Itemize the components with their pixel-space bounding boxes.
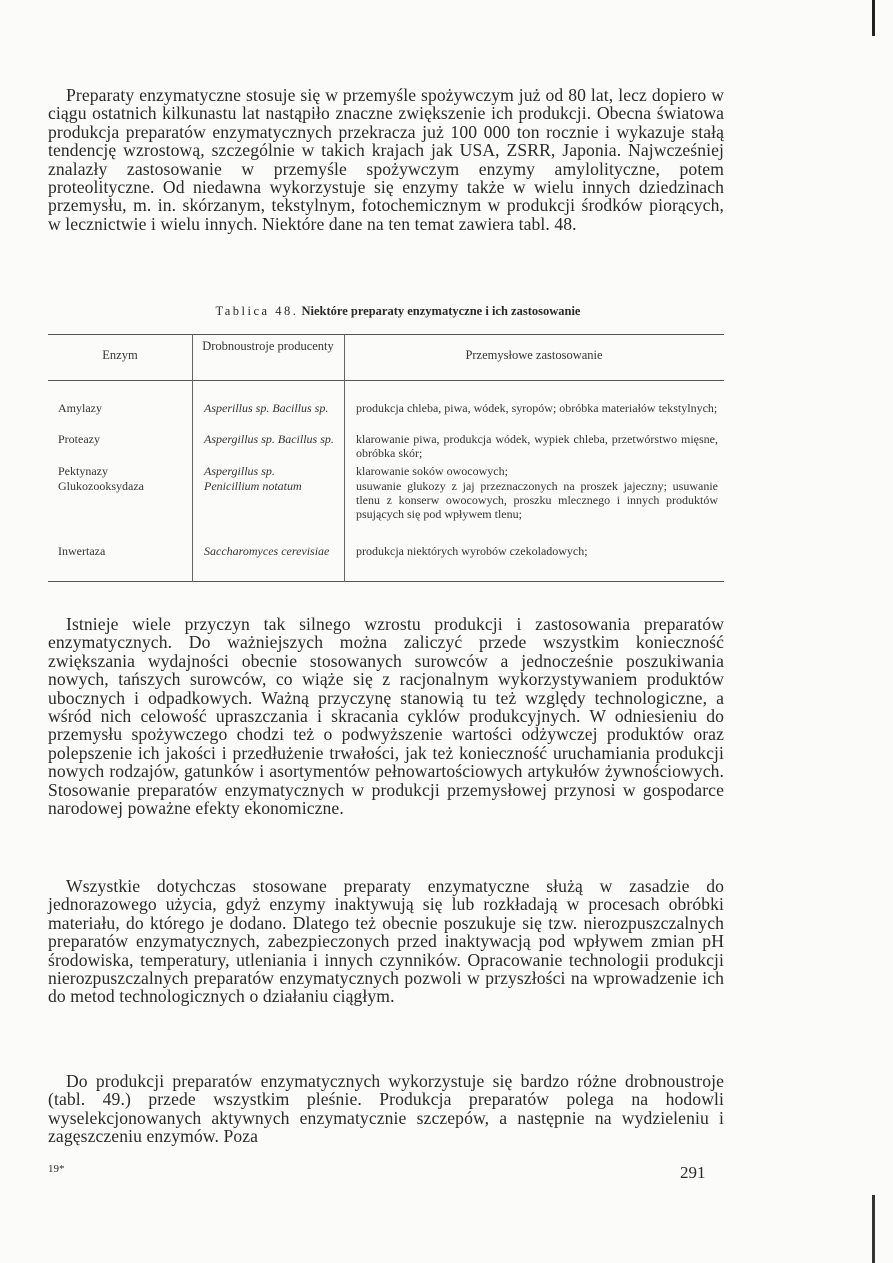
table-column-divider — [344, 334, 345, 582]
table-cell-organism: Saccharomyces cerevisiae — [204, 544, 330, 558]
table-cell-use: produkcja chleba, piwa, wódek, syropów; obróbka materiałów tekstylnych; — [356, 401, 718, 415]
table-cell-use: klarowanie soków owocowych; — [356, 464, 508, 478]
table-cell-organism: Aspergillus sp. — [204, 464, 275, 478]
table-cell-organism: Aspergillus sp. Bacillus sp. — [204, 432, 334, 446]
table-rule-bottom — [48, 581, 724, 582]
table-cell-enzym: Glukozooksydaza — [58, 479, 144, 493]
table-cell-enzym: Inwertaza — [58, 544, 106, 558]
signature-mark: 19* — [48, 1163, 65, 1175]
table-header-zastosowanie: Przemysłowe zastosowanie — [465, 348, 603, 362]
page-number: 291 — [680, 1163, 706, 1182]
table-cell-use: klarowanie piwa, produkcja wódek, wypiek chleba, przetwórstwo mięsne, obróbka skór; — [356, 432, 718, 461]
paragraph-insoluble: Wszystkie dotychczas stosowane preparaty enzymatyczne służą w zasadzie do jednorazowego użycia, gdyż enzymy inaktywują się lub rozkładają w procesach obróbki materiału, do którego je dodano. Dlatego też obecnie poszukuje się tzw. nierozpuszczalnych preparatów enzymatycznych, zabezpieczonych przed inaktywacją pod wpływem zmian pH środowiska, temperatury, utleniania i innych czynników. Opracowanie technologii produkcji nierozpuszczalnych preparatów enzymatycznych pozwoli w przyszłości na wprowadzenie ich do metod technologicznych o działaniu ciągłym. — [48, 876, 724, 1007]
table-rule-header — [48, 380, 724, 381]
scan-edge-mark-bottom — [872, 1195, 875, 1263]
table-cell-organism: Asperillus sp. Bacillus sp. — [204, 401, 329, 415]
paragraph-production: Do produkcji preparatów enzymatycznych wykorzystuje się bardzo różne drobnoustroje (tabl. 49.) przede wszystkim pleśnie. Produkcja preparatów polega na hodowli wyselekcjonowanych aktywnych enzymatycznie szczepów, a następnie na wydzieleniu i zagęszczeniu enzymów. Poza — [48, 1071, 724, 1147]
paragraph-intro: Preparaty enzymatyczne stosuje się w przemyśle spożywczym już od 80 lat, lecz dopiero w ciągu ostatnich kilkunastu lat nastąpiło znaczne zwiększenie ich produkcji. Obecna światowa produkcja preparatów enzymatycznych przekracza już 100 000 ton rocznie i wykazuje stałą tendencję wzrostową, szczególnie w takich krajach jak USA, ZSRR, Japonia. Najwcześniej znalazły zastosowanie w przemyśle spożywczym enzymy amylolityczne, potem proteolityczne. Od niedawna wykorzystuje się enzymy także w wielu innych dziedzinach przemysłu, m. in. skórzanym, tekstylnym, fotochemicznym w produkcji środków piorących, w lecznictwie i wielu innych. Niektóre dane na ten temat zawiera tabl. 48. — [48, 85, 724, 234]
table-cell-enzym: Pektynazy — [58, 464, 108, 478]
table-caption-title: Niektóre preparaty enzymatyczne i ich zastosowanie — [301, 304, 581, 318]
table-column-divider — [192, 334, 193, 582]
table-caption-prefix: Tablica 48. — [215, 304, 299, 318]
table-cell-use: usuwanie glukozy z jaj przeznaczonych na proszek jajeczny; usuwanie tlenu z konserw owocowych, proszku mlecznego i innych produktów psujących się pod wpływem tlenu; — [356, 479, 718, 522]
table-cell-use: produkcja niektórych wyrobów czekoladowych; — [356, 544, 588, 558]
scan-edge-mark — [872, 0, 875, 36]
table-header-enzym: Enzym — [102, 348, 138, 362]
table-rule-top — [48, 334, 724, 335]
table-cell-organism: Penicillium notatum — [204, 479, 302, 493]
table-caption — [60, 304, 736, 319]
table-cell-enzym: Amylazy — [58, 401, 102, 415]
table-header-drobnoustroje: Drobnoustroje producenty — [202, 339, 334, 353]
table-cell-enzym: Proteazy — [58, 432, 100, 446]
paragraph-reasons: Istnieje wiele przyczyn tak silnego wzrostu produkcji i zastosowania preparatów enzymatycznych. Do ważniejszych można zaliczyć przede wszystkim konieczność zwiększania wydajności obecnie stosowanych surowców a jednocześnie poszukiwania nowych, tańszych surowców, co wiąże się z racjonalnym wykorzystywaniem produktów ubocznych i odpadkowych. Ważną przyczynę stanowią tu też względy technologiczne, a wśród nich celowość upraszczania i skracania cyklów produkcyjnych. W odniesieniu do przemysłu spożywczego chodzi też o podwyższenie wartości odżywczej produktów oraz polepszenie ich jakości i przedłużenie trwałości, jak też konieczność uruchamiania produkcji nowych rodzajów, gatunków i asortymentów pełnowartościowych artykułów żywnościowych. Stosowanie preparatów enzymatycznych w produkcji przemysłowej przynosi w gospodarce narodowej poważne efekty ekonomiczne. — [48, 614, 724, 819]
enzyme-table — [48, 334, 724, 582]
